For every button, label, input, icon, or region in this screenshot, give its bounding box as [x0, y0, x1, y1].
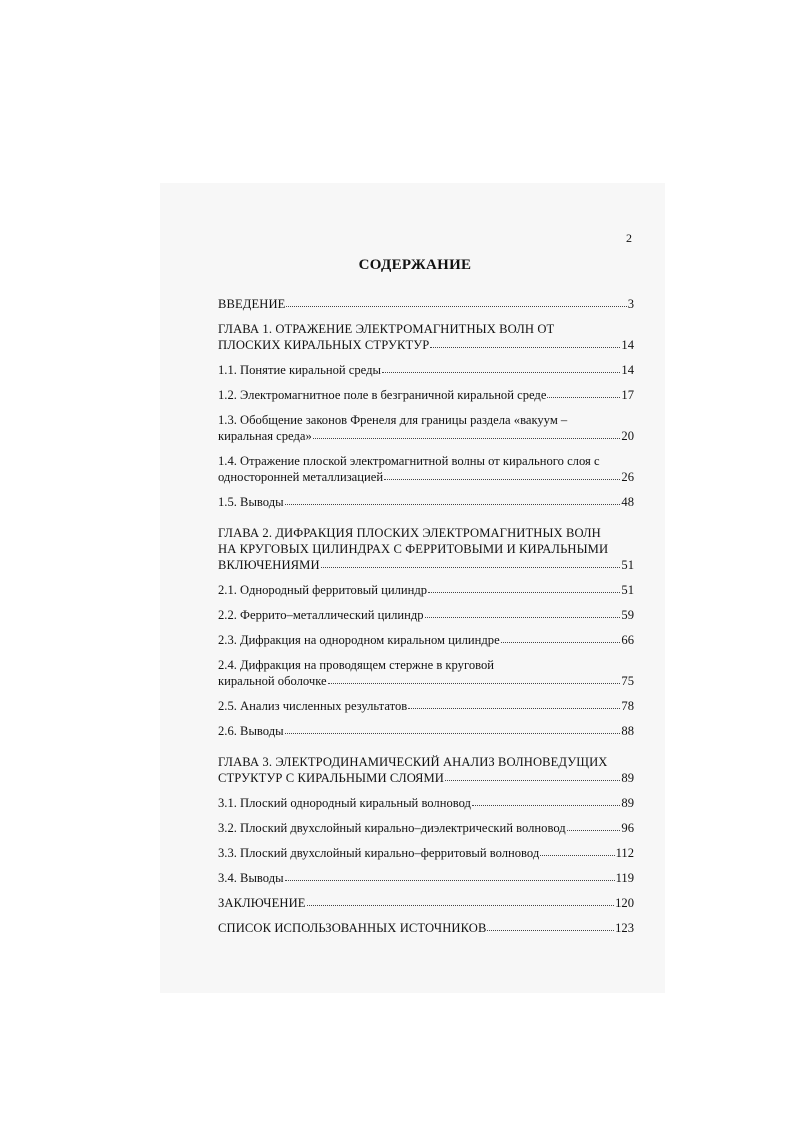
toc-entry-2-6[interactable]: [218, 723, 634, 739]
dot-leader: [425, 606, 621, 618]
toc-page: 20: [621, 429, 634, 443]
toc-label: 1.1. Понятие киральной среды: [218, 363, 381, 377]
dot-leader: [445, 769, 620, 781]
toc-label-line: 1.4. Отражение плоской электромагнитной волны от кирального слоя с: [218, 454, 600, 468]
toc-entry-2-2[interactable]: [218, 607, 634, 623]
toc-entry-3-4[interactable]: [218, 870, 634, 886]
toc-page: 119: [615, 871, 634, 885]
toc-label: 1.5. Выводы: [218, 495, 284, 509]
toc-page: 14: [621, 363, 634, 377]
dot-leader: [501, 631, 621, 643]
toc-page: 89: [621, 771, 634, 785]
toc-page: 123: [615, 921, 634, 935]
page-title: СОДЕРЖАНИЕ: [358, 257, 472, 273]
dot-leader: [285, 869, 615, 881]
page-number: 2: [626, 231, 632, 245]
toc-label-line: киральной оболочке: [218, 674, 327, 688]
toc-label: 3.2. Плоский двухслойный кирально–диэлектрический волновод: [218, 821, 566, 835]
toc-label: 3.3. Плоский двухслойный кирально–ферритовый волновод: [218, 846, 540, 860]
toc-page: 75: [621, 674, 634, 688]
dot-leader: [307, 894, 615, 906]
toc-label: 1.2. Электромагнитное поле в безграничной киральной среде: [218, 388, 547, 402]
dot-leader: [408, 697, 620, 709]
toc-label: СПИСОК ИСПОЛЬЗОВАННЫХ ИСТОЧНИКОВ: [218, 921, 487, 935]
toc-entry-chapter-3[interactable]: [218, 754, 634, 786]
toc-entry-2-1[interactable]: [218, 582, 634, 598]
toc-page: 51: [621, 558, 634, 572]
toc-entry-2-4[interactable]: [218, 657, 634, 689]
toc-label-line: ГЛАВА 2. ДИФРАКЦИЯ ПЛОСКИХ ЭЛЕКТРОМАГНИТНЫХ ВОЛН: [218, 526, 601, 540]
dot-leader: [321, 556, 621, 568]
toc-label-line: ВКЛЮЧЕНИЯМИ: [218, 558, 320, 572]
toc-entry-references[interactable]: [218, 920, 634, 936]
toc-page: 66: [621, 633, 634, 647]
toc-page: 112: [615, 846, 634, 860]
dot-leader: [567, 819, 621, 831]
dot-leader: [487, 919, 614, 931]
toc-page: 48: [621, 495, 634, 509]
toc-page: 89: [621, 796, 634, 810]
toc-label: 2.1. Однородный ферритовый цилиндр: [218, 583, 428, 597]
toc-entry-intro[interactable]: [218, 296, 634, 312]
toc-page: 3: [627, 297, 634, 311]
toc-label: ЗАКЛЮЧЕНИЕ: [218, 896, 306, 910]
toc-label: 2.5. Анализ численных результатов: [218, 699, 408, 713]
toc-page: 88: [621, 724, 634, 738]
toc-entry-chapter-2[interactable]: [218, 525, 634, 573]
toc-page: 17: [621, 388, 634, 402]
toc-entry-2-5[interactable]: [218, 698, 634, 714]
toc-label: 2.3. Дифракция на однородном киральном цилиндре: [218, 633, 500, 647]
dot-leader: [540, 844, 614, 856]
dot-leader: [472, 794, 620, 806]
toc-entry-conclusion[interactable]: [218, 895, 634, 911]
dot-leader: [430, 336, 620, 348]
toc-entry-1-4[interactable]: [218, 453, 634, 485]
toc-page: 59: [621, 608, 634, 622]
toc-page: 78: [621, 699, 634, 713]
dot-leader: [382, 361, 620, 373]
toc-label-line: ГЛАВА 1. ОТРАЖЕНИЕ ЭЛЕКТРОМАГНИТНЫХ ВОЛН ОТ: [218, 322, 555, 336]
dot-leader: [285, 722, 621, 734]
toc-label-line: киральная среда»: [218, 429, 312, 443]
toc-entry-1-1[interactable]: [218, 362, 634, 378]
toc-label-line: односторонней металлизацией: [218, 470, 384, 484]
toc-page: 51: [621, 583, 634, 597]
toc-entry-3-2[interactable]: [218, 820, 634, 836]
toc-label: 3.1. Плоский однородный киральный волновод: [218, 796, 471, 810]
table-of-contents: [218, 296, 634, 936]
toc-label: 2.6. Выводы: [218, 724, 284, 738]
dot-leader: [328, 672, 621, 684]
toc-page: 14: [621, 338, 634, 352]
toc-label-line: ГЛАВА 3. ЭЛЕКТРОДИНАМИЧЕСКИЙ АНАЛИЗ ВОЛНОВЕДУЩИХ: [218, 755, 608, 769]
dot-leader: [286, 295, 626, 307]
toc-label-line: НА КРУГОВЫХ ЦИЛИНДРАХ С ФЕРРИТОВЫМИ И КИРАЛЬНЫМИ: [218, 542, 609, 556]
toc-entry-1-2[interactable]: [218, 387, 634, 403]
toc-page: 96: [621, 821, 634, 835]
dot-leader: [428, 581, 620, 593]
toc-entry-2-3[interactable]: [218, 632, 634, 648]
toc-page: 120: [615, 896, 634, 910]
toc-label: ВВЕДЕНИЕ: [218, 297, 286, 311]
toc-label: 3.4. Выводы: [218, 871, 284, 885]
toc-label-line: СТРУКТУР С КИРАЛЬНЫМИ СЛОЯМИ: [218, 771, 444, 785]
toc-entry-3-1[interactable]: [218, 795, 634, 811]
toc-entry-1-5[interactable]: [218, 494, 634, 510]
dot-leader: [547, 386, 620, 398]
dot-leader: [384, 468, 620, 480]
toc-entry-1-3[interactable]: [218, 412, 634, 444]
toc-label-line: ПЛОСКИХ КИРАЛЬНЫХ СТРУКТУР: [218, 338, 430, 352]
toc-entry-3-3[interactable]: [218, 845, 634, 861]
dot-leader: [313, 427, 621, 439]
toc-page: 26: [621, 470, 634, 484]
toc-entry-chapter-1[interactable]: [218, 321, 634, 353]
toc-label-line: 2.4. Дифракция на проводящем стержне в круговой: [218, 658, 495, 672]
toc-label-line: 1.3. Обобщение законов Френеля для границы раздела «вакуум –: [218, 413, 568, 427]
toc-label: 2.2. Феррито–металлический цилиндр: [218, 608, 424, 622]
dot-leader: [285, 493, 621, 505]
